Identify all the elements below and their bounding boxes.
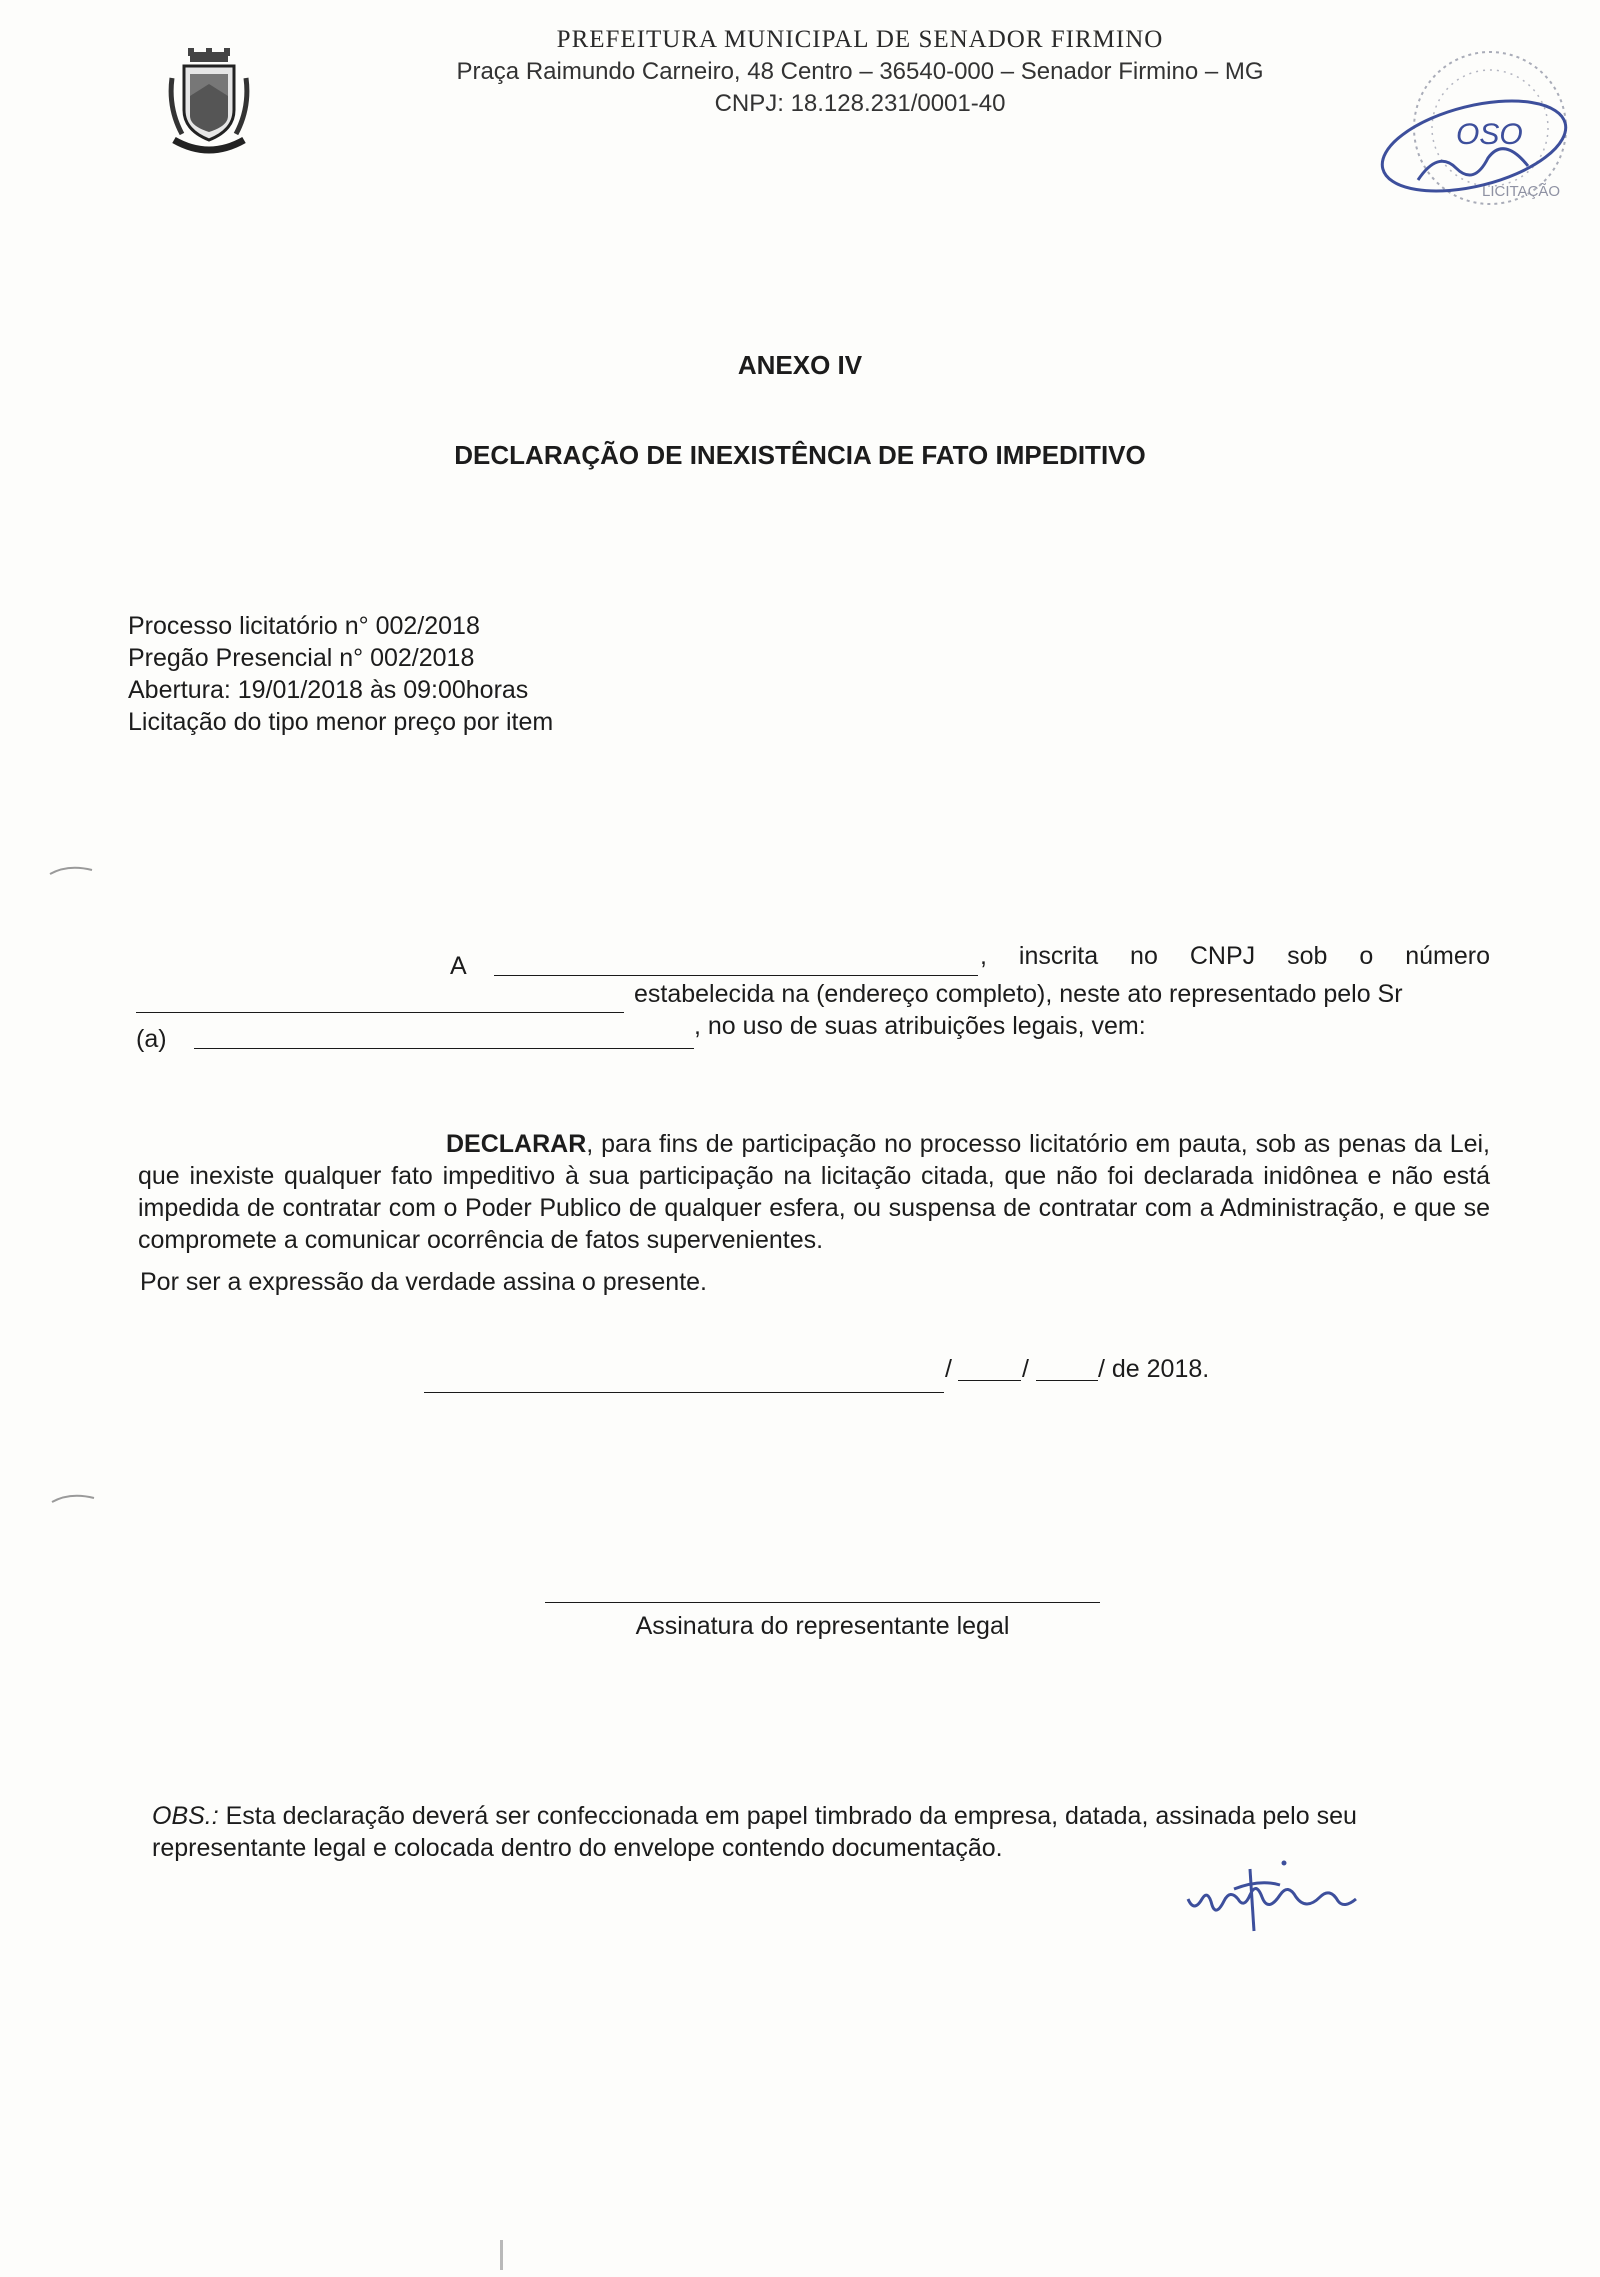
declaration-body bbox=[138, 1128, 1490, 1256]
closing-statement: Por ser a expressão da verdade assina o presente. bbox=[140, 1268, 708, 1296]
bid-type-line: Licitação do tipo menor preço por item bbox=[128, 708, 554, 736]
obs-label: OBS.: bbox=[152, 1802, 219, 1830]
municipal-coat-of-arms-icon bbox=[168, 48, 250, 158]
licitacao-stamp bbox=[1378, 40, 1578, 210]
opening-date-line: Abertura: 19/01/2018 às 09:00horas bbox=[128, 676, 529, 704]
date-year-suffix: / de 2018. bbox=[1098, 1355, 1210, 1383]
process-number-line: Processo licitatório n° 002/2018 bbox=[128, 612, 480, 640]
month-blank bbox=[1036, 1380, 1098, 1381]
representative-prefix: (a) bbox=[136, 1025, 167, 1053]
letterhead bbox=[380, 26, 1340, 118]
cnpj-text: , inscrita no CNPJ sob o número bbox=[980, 942, 1490, 970]
company-name-blank bbox=[494, 975, 978, 976]
handwritten-initials bbox=[1180, 1855, 1370, 1935]
organization-name: PREFEITURA MUNICIPAL DE SENADOR FIRMINO bbox=[556, 26, 1164, 53]
location-blank bbox=[424, 1392, 944, 1393]
declaration-title: DECLARAÇÃO DE INEXISTÊNCIA DE FATO IMPEDITIVO bbox=[454, 440, 1146, 470]
svg-text:LICITAÇÃO: LICITAÇÃO bbox=[1482, 183, 1561, 200]
declare-keyword: DECLARAR bbox=[446, 1130, 587, 1158]
punch-mark bbox=[50, 1490, 98, 1506]
signature-line bbox=[545, 1602, 1100, 1603]
representative-name-blank bbox=[194, 1048, 694, 1049]
representative-suffix: , no uso de suas atribuições legais, vem: bbox=[694, 1012, 1146, 1040]
process-info bbox=[128, 610, 553, 738]
organization-cnpj: CNPJ: 18.128.231/0001-40 bbox=[714, 90, 1006, 117]
date-separator-2: / bbox=[1022, 1355, 1029, 1383]
cnpj-number-blank bbox=[136, 1012, 624, 1013]
signature-label: Assinatura do representante legal bbox=[635, 1612, 1010, 1640]
scan-artifact bbox=[500, 2240, 503, 2270]
address-text: estabelecida na (endereço completo), neste ato representado pelo Sr bbox=[634, 980, 1403, 1008]
pregao-number-line: Pregão Presencial n° 002/2018 bbox=[128, 644, 475, 672]
day-blank bbox=[958, 1380, 1021, 1381]
company-prefix: A bbox=[450, 952, 467, 980]
annex-title: ANEXO IV bbox=[737, 350, 863, 380]
obs-text: Esta declaração deverá ser confeccionada em papel timbrado da empresa, datada, assinada pelo seu representante legal e colocada dentro do envelope contendo documentação. bbox=[152, 1802, 1357, 1862]
declaration-text: , para fins de participação no processo licitatório em pauta, sob as penas da Lei, que inexiste qualquer fato impeditivo à sua participação na licitação citada, que não foi declarada inidônea e não está impedida de contratar com o Poder Publico de qualquer esfera, ou suspensa de contratar com a Administração, e que se compromete a comunicar ocorrência de fatos supervenientes. bbox=[138, 1130, 1490, 1254]
svg-text:OSO: OSO bbox=[1456, 118, 1523, 151]
punch-mark bbox=[48, 862, 96, 878]
organization-address: Praça Raimundo Carneiro, 48 Centro – 36540-000 – Senador Firmino – MG bbox=[456, 58, 1264, 85]
date-separator-1: / bbox=[945, 1355, 952, 1383]
